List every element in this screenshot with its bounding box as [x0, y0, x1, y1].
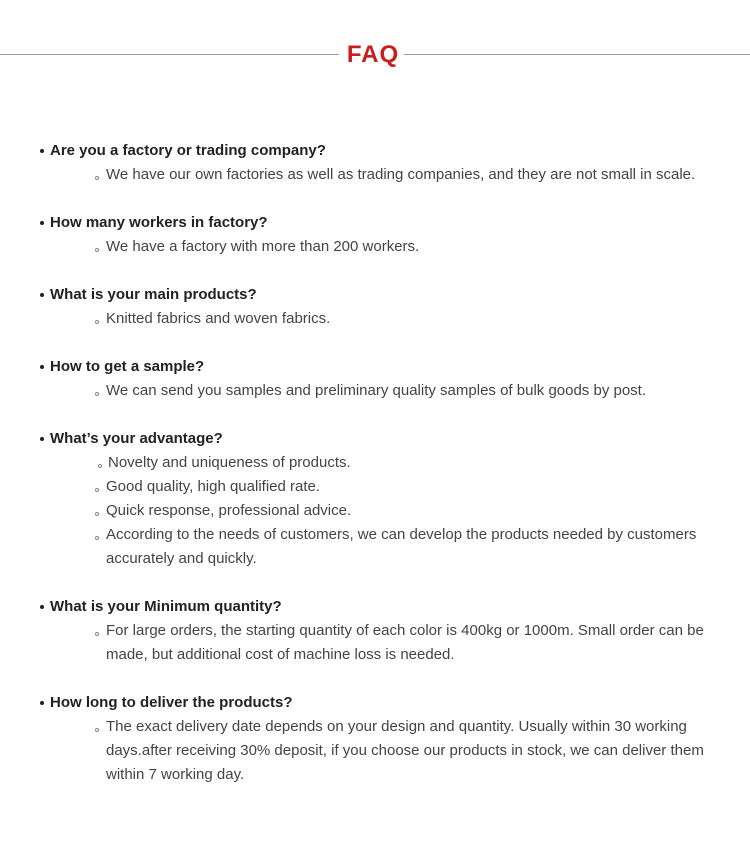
answer-text: The exact delivery date depends on your design and quantity. Usually within 30 working days.after receiving 30% deposit, if you choose our products in stock, we can deliver them within 7 working day. — [106, 718, 704, 783]
circle-bullet-icon — [95, 176, 99, 180]
answer-text: We have a factory with more than 200 workers. — [106, 238, 420, 255]
faq-answer — [0, 379, 750, 403]
faq-answer — [0, 451, 750, 475]
faq-item-workers — [0, 211, 750, 259]
faq-answer — [0, 307, 750, 331]
question-text: What is your Minimum quantity? — [50, 598, 282, 615]
bullet-icon — [40, 437, 44, 441]
answer-text: We have our own factories as well as trading companies, and they are not small in scale. — [106, 166, 696, 183]
answer-text: Quick response, professional advice. — [106, 502, 352, 519]
faq-item-sample — [0, 355, 750, 403]
bullet-icon — [40, 605, 44, 609]
faq-answer — [0, 523, 750, 571]
bullet-icon — [40, 149, 44, 153]
circle-bullet-icon — [95, 248, 99, 252]
faq-answer — [0, 499, 750, 523]
faq-question — [0, 355, 750, 379]
faq-item-delivery — [0, 691, 750, 787]
answer-text: Good quality, high qualified rate. — [106, 478, 321, 495]
faq-answer — [0, 475, 750, 499]
circle-bullet-icon — [95, 536, 99, 540]
question-text: How to get a sample? — [50, 358, 205, 375]
circle-bullet-icon — [95, 392, 99, 396]
faq-question — [0, 283, 750, 307]
circle-bullet-icon — [95, 632, 99, 636]
bullet-icon — [40, 365, 44, 369]
question-text: What’s your advantage? — [50, 430, 223, 447]
faq-answer — [0, 715, 750, 787]
page-title: FAQ — [346, 41, 400, 68]
bullet-icon — [40, 701, 44, 705]
bullet-icon — [40, 221, 44, 225]
header-divider-left — [0, 54, 339, 55]
header-divider-right — [404, 54, 750, 55]
faq-item-advantage — [0, 427, 750, 571]
faq-question — [0, 427, 750, 451]
answer-text: Novelty and uniqueness of products. — [108, 454, 351, 471]
faq-answer — [0, 619, 750, 667]
circle-bullet-icon — [95, 728, 99, 732]
answer-text: For large orders, the starting quantity of each color is 400kg or 1000m. Small order can be made, but additional cost of machine loss is needed. — [106, 622, 704, 663]
faq-answer — [0, 163, 750, 187]
faq-answer — [0, 235, 750, 259]
faq-question — [0, 691, 750, 715]
faq-list — [0, 139, 750, 811]
answer-text: According to the needs of customers, we can develop the products needed by customers accurately and quickly. — [106, 526, 697, 567]
answer-text: We can send you samples and preliminary quality samples of bulk goods by post. — [106, 382, 647, 399]
faq-item-factory — [0, 139, 750, 187]
answer-text: Knitted fabrics and woven fabrics. — [106, 310, 331, 327]
faq-question — [0, 211, 750, 235]
circle-bullet-icon — [95, 512, 99, 516]
question-text: How many workers in factory? — [50, 214, 268, 231]
circle-bullet-icon — [95, 320, 99, 324]
circle-bullet-icon — [98, 464, 102, 468]
faq-item-minimum — [0, 595, 750, 667]
bullet-icon — [40, 293, 44, 297]
question-text: Are you a factory or trading company? — [50, 142, 326, 159]
question-text: How long to deliver the products? — [50, 694, 293, 711]
faq-question — [0, 139, 750, 163]
faq-header — [0, 40, 750, 70]
question-text: What is your main products? — [50, 286, 257, 303]
faq-question — [0, 595, 750, 619]
circle-bullet-icon — [95, 488, 99, 492]
faq-item-products — [0, 283, 750, 331]
